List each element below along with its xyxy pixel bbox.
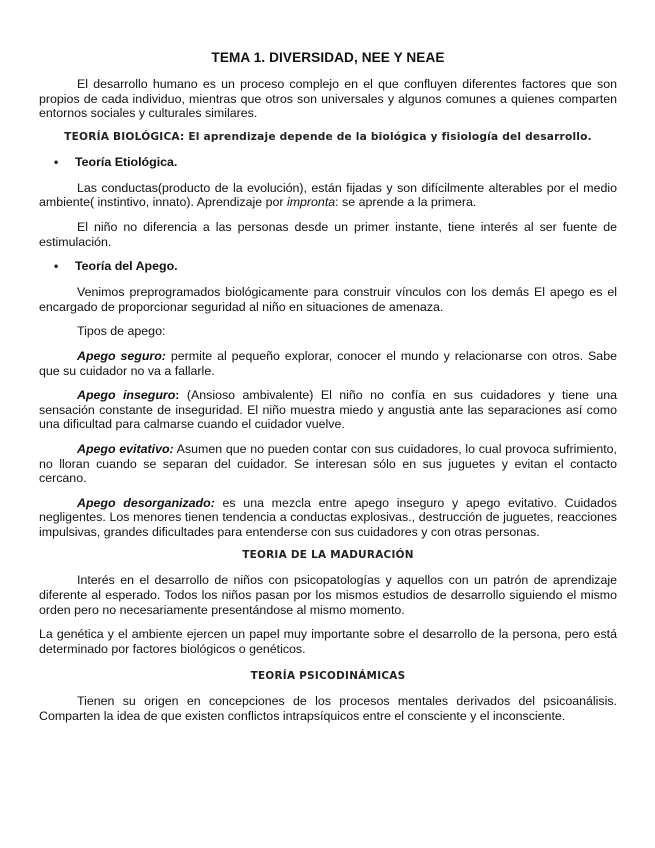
psicodinamicas-heading: TEORÍA PSICODINÁMICAS	[250, 670, 406, 683]
apego-evitativo-text: Asumen que no pueden contar con sus cuidadores, lo cual provoca sufrimiento, no lloran cuando se separan del cuidador. Se interesan sólo en sus juguetes y evitan el contacto cercano.	[39, 441, 617, 486]
apego-evitativo-paragraph	[39, 442, 617, 486]
etiologica-p1-before: Las conductas(producto de la evolución), están fijadas y son difícilmente alterables por el medio ambiente( instintivo, innato). Aprendizaje por	[39, 180, 617, 210]
apego-seguro-paragraph	[39, 349, 617, 378]
etiologica-heading-text: Teoría Etiológica.	[75, 154, 178, 169]
maduracion-paragraph-2: La genética y el ambiente ejercen un papel muy importante sobre el desarrollo de la persona, pero está determinado por factores biológicos o genéticos.	[39, 627, 617, 656]
apego-inseguro-colon: :	[175, 388, 180, 403]
maduracion-paragraph-1: Interés en el desarrollo de niños con psicopatologías y aquellos con un patrón de aprendizaje diferente al esperado. Todos los niños pasan por los mismos estudios de desarrollo siguiendo el mismo orden pero no necesariamente presentándose al mismo momento.	[39, 573, 617, 617]
maduracion-heading: TEORIA DE LA MADURACIÓN	[242, 549, 414, 562]
etiologica-heading	[39, 155, 617, 169]
apego-inseguro-text: (Ansioso ambivalente) El niño no confía en sus cuidadores y tiene una sensación constante de inseguridad. El niño muestra miedo y angustia ante las separaciones así como una dificultad para calmarse cuando el cuidador vuelve.	[39, 388, 618, 432]
apego-desorganizado-term: Apego desorganizado:	[77, 495, 215, 510]
apego-paragraph-1: Venimos preprogramados biológicamente para construir vínculos con los demás El apego es el encargado de proporcionar seguridad al niño en situaciones de amenaza.	[39, 285, 617, 314]
bullet-icon: •	[54, 259, 59, 274]
apego-inseguro-term: Apego inseguro	[77, 388, 176, 403]
biologica-heading: TEORÍA BIOLÓGICA: El aprendizaje depende de la biológica y fisiología del desarrollo.	[64, 130, 592, 143]
apego-desorganizado-text: es una mezcla entre apego inseguro y apego evitativo. Cuidados negligentes. Los menores tienen tendencia a conductas explosivas., destrucción de juguetes, reacciones impulsivas, grandes dificultades para entenderse con sus cuidadores y con otras personas.	[39, 495, 617, 539]
etiologica-paragraph-2: El niño no diferencia a las personas desde un primer instante, tiene interés al ser fuente de estimulación.	[39, 219, 617, 249]
apego-desorganizado-paragraph	[39, 496, 617, 540]
intro-paragraph: El desarrollo humano es un proceso complejo en el que confluyen diferentes factores que son propios de cada individuo, mientras que otros son universales y algunos comunes a quienes comparten entornos sociales y culturales similares.	[39, 77, 617, 121]
etiologica-paragraph-1	[39, 181, 617, 210]
apego-heading	[39, 259, 617, 273]
apego-inseguro-paragraph	[39, 388, 617, 432]
apego-heading-text: Teoría del Apego.	[75, 259, 178, 274]
apego-seguro-text: permite al pequeño explorar, conocer el mundo y relacionarse con otros. Sabe que su cuidador no va a fallarle.	[39, 348, 617, 378]
impronta-term: impronta	[286, 195, 336, 210]
page-title: TEMA 1. DIVERSIDAD, NEE Y NEAE	[211, 50, 445, 65]
bullet-icon: •	[54, 154, 59, 169]
apego-evitativo-term: Apego evitativo:	[77, 441, 174, 456]
psicodinamicas-paragraph: Tienen su origen en concepciones de los procesos mentales derivados del psicoanálisis. Comparten la idea de que existen conflictos intrapsíquicos entre el consciente y el inconsciente.	[39, 694, 617, 724]
etiologica-p1-after: : se aprende a la primera.	[335, 195, 477, 210]
tipos-apego: Tipos de apego:	[77, 324, 166, 339]
apego-seguro-term: Apego seguro:	[77, 348, 166, 363]
